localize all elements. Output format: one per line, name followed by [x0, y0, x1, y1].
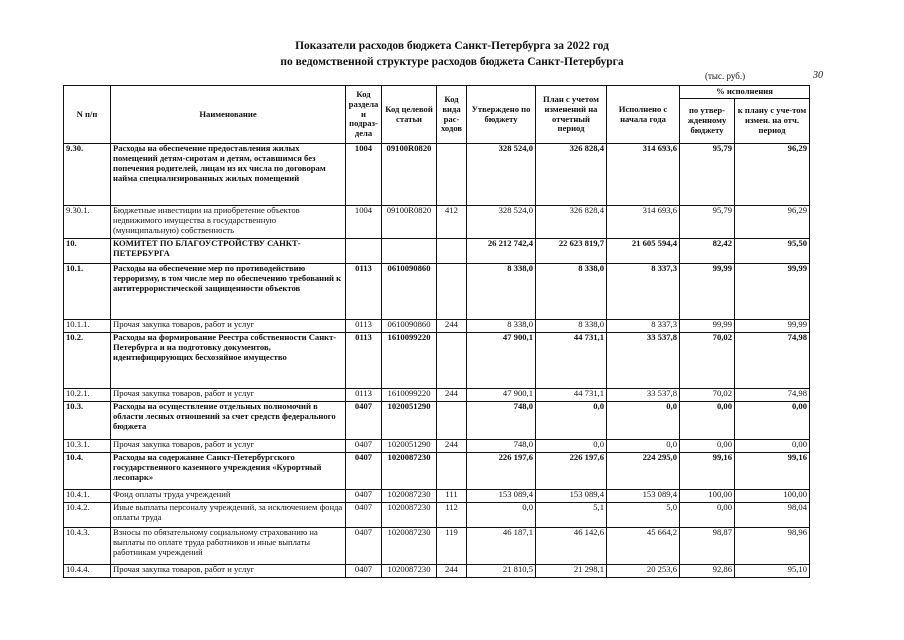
row-pct-plan: 98,96 — [735, 528, 810, 565]
row-number: 10.3.1. — [64, 440, 111, 453]
row-cel: 0610090860 — [382, 264, 437, 320]
table-row — [64, 144, 810, 206]
row-razdel — [346, 239, 382, 264]
row-cel: 1020087230 — [382, 453, 437, 490]
row-pct-approved: 95,79 — [680, 206, 735, 239]
row-vid — [437, 239, 467, 264]
header-pct-utv: по утвер-жденному бюджету — [680, 99, 735, 144]
row-executed: 314 693,6 — [607, 206, 680, 239]
row-plan: 0,0 — [536, 440, 607, 453]
header-pct-group: % исполнения — [680, 86, 810, 99]
row-pct-approved: 0,00 — [680, 402, 735, 440]
row-pct-approved: 95,79 — [680, 144, 735, 206]
row-executed: 21 605 594,4 — [607, 239, 680, 264]
report-title-line1: Показатели расходов бюджета Санкт-Петербурга за 2022 год — [295, 40, 609, 52]
budget-table — [63, 85, 810, 578]
table-row — [64, 528, 810, 565]
header-pct-plan: к плану с уче-том измен. на отч. период — [735, 99, 810, 144]
row-executed: 33 537,8 — [607, 389, 680, 402]
page-number: 30 — [813, 70, 823, 81]
row-approved: 21 810,5 — [467, 565, 536, 578]
table-row — [64, 490, 810, 503]
row-number: 10.4. — [64, 453, 111, 490]
row-vid — [437, 264, 467, 320]
row-name: Расходы на осуществление отдельных полномочий в области лесных отношений за счет средств федерального бюджета — [111, 402, 346, 440]
row-vid: 244 — [437, 565, 467, 578]
row-number: 9.30.1. — [64, 206, 111, 239]
row-cel: 1020087230 — [382, 565, 437, 578]
row-pct-approved: 70,02 — [680, 333, 735, 389]
row-executed: 0,0 — [607, 402, 680, 440]
row-vid: 112 — [437, 503, 467, 528]
table-row — [64, 565, 810, 578]
row-cel: 1020087230 — [382, 528, 437, 565]
row-razdel: 0407 — [346, 440, 382, 453]
row-pct-plan: 99,99 — [735, 264, 810, 320]
row-vid: 111 — [437, 490, 467, 503]
row-number: 10.2.1. — [64, 389, 111, 402]
row-name: Прочая закупка товаров, работ и услуг — [111, 565, 346, 578]
row-plan: 8 338,0 — [536, 264, 607, 320]
header-cel: Код целевой статьи — [382, 86, 437, 144]
row-plan: 8 338,0 — [536, 320, 607, 333]
row-name: Расходы на обеспечение предоставления жилых помещений детям-сиротам и детям, оставшимся без попечения родителей, лицам из их числа по договорам найма специализированных жилых помещений — [111, 144, 346, 206]
table-row — [64, 453, 810, 490]
row-approved: 0,0 — [467, 503, 536, 528]
row-plan: 44 731,1 — [536, 333, 607, 389]
table-row — [64, 264, 810, 320]
row-pct-approved: 99,16 — [680, 453, 735, 490]
row-pct-plan: 96,29 — [735, 206, 810, 239]
row-approved: 8 338,0 — [467, 264, 536, 320]
row-number: 10.2. — [64, 333, 111, 389]
row-razdel: 0407 — [346, 565, 382, 578]
row-plan: 326 828,4 — [536, 206, 607, 239]
table-row — [64, 402, 810, 440]
row-plan: 5,1 — [536, 503, 607, 528]
row-pct-approved: 70,02 — [680, 389, 735, 402]
row-approved: 8 338,0 — [467, 320, 536, 333]
row-pct-approved: 100,00 — [680, 490, 735, 503]
row-name: Расходы на содержание Санкт-Петербургского государственного казенного учреждения «Курортный лесопарк» — [111, 453, 346, 490]
row-pct-approved: 0,00 — [680, 440, 735, 453]
row-cel — [382, 239, 437, 264]
row-vid: 412 — [437, 206, 467, 239]
row-cel: 1610099220 — [382, 333, 437, 389]
row-name: Расходы на обеспечение мер по противодействию терроризму, в том числе мер по обеспечению требований к антитеррористической защищенности объектов — [111, 264, 346, 320]
row-pct-approved: 92,86 — [680, 565, 735, 578]
row-vid: 244 — [437, 320, 467, 333]
row-number: 10.4.4. — [64, 565, 111, 578]
row-vid — [437, 144, 467, 206]
header-vid: Код вида рас-ходов — [437, 86, 467, 144]
row-cel: 1020087230 — [382, 490, 437, 503]
row-approved: 226 197,6 — [467, 453, 536, 490]
row-cel: 09100R0820 — [382, 206, 437, 239]
row-plan: 21 298,1 — [536, 565, 607, 578]
row-pct-approved: 0,00 — [680, 503, 735, 528]
row-pct-plan: 0,00 — [735, 440, 810, 453]
row-cel: 1020087230 — [382, 503, 437, 528]
row-plan: 44 731,1 — [536, 389, 607, 402]
row-executed: 33 537,8 — [607, 333, 680, 389]
row-approved: 46 187,1 — [467, 528, 536, 565]
table-row — [64, 206, 810, 239]
row-plan: 153 089,4 — [536, 490, 607, 503]
row-pct-approved: 98,87 — [680, 528, 735, 565]
row-plan: 226 197,6 — [536, 453, 607, 490]
row-pct-plan: 95,10 — [735, 565, 810, 578]
row-vid — [437, 333, 467, 389]
row-approved: 328 524,0 — [467, 144, 536, 206]
row-pct-plan: 98,04 — [735, 503, 810, 528]
row-number: 10. — [64, 239, 111, 264]
row-plan: 326 828,4 — [536, 144, 607, 206]
row-razdel: 0113 — [346, 389, 382, 402]
table-row — [64, 503, 810, 528]
row-name: КОМИТЕТ ПО БЛАГОУСТРОЙСТВУ САНКТ-ПЕТЕРБУРГА — [111, 239, 346, 264]
row-number: 10.4.2. — [64, 503, 111, 528]
row-executed: 20 253,6 — [607, 565, 680, 578]
row-vid: 244 — [437, 389, 467, 402]
row-approved: 328 524,0 — [467, 206, 536, 239]
row-number: 10.1. — [64, 264, 111, 320]
row-razdel: 0113 — [346, 320, 382, 333]
row-pct-plan: 96,29 — [735, 144, 810, 206]
row-pct-approved: 82,42 — [680, 239, 735, 264]
row-razdel: 0407 — [346, 528, 382, 565]
row-executed: 45 664,2 — [607, 528, 680, 565]
row-name: Расходы на формирование Реестра собственности Санкт-Петербурга и на подготовку документов, идентифицирующих бесхозяйное имущество — [111, 333, 346, 389]
header-isp: Исполнено с начала года — [607, 86, 680, 144]
table-row — [64, 333, 810, 389]
row-razdel: 1004 — [346, 144, 382, 206]
row-approved: 47 900,1 — [467, 333, 536, 389]
row-pct-approved: 99,99 — [680, 320, 735, 333]
row-pct-plan: 100,00 — [735, 490, 810, 503]
row-pct-plan: 74,98 — [735, 389, 810, 402]
row-plan: 0,0 — [536, 402, 607, 440]
row-cel: 1020051290 — [382, 440, 437, 453]
header-num: N п/п — [64, 86, 111, 144]
row-approved: 153 089,4 — [467, 490, 536, 503]
report-title-line2: по ведомственной структуре расходов бюджета Санкт-Петербурга — [280, 56, 624, 68]
row-plan: 22 623 819,7 — [536, 239, 607, 264]
row-name: Прочая закупка товаров, работ и услуг — [111, 320, 346, 333]
row-razdel: 1004 — [346, 206, 382, 239]
table-body — [64, 144, 810, 578]
row-cel: 1610099220 — [382, 389, 437, 402]
row-approved: 748,0 — [467, 402, 536, 440]
row-executed: 0,0 — [607, 440, 680, 453]
row-number: 10.4.3. — [64, 528, 111, 565]
row-executed: 314 693,6 — [607, 144, 680, 206]
row-name: Бюджетные инвестиции на приобретение объектов недвижимого имущества в государственную (муниципальную) собственность — [111, 206, 346, 239]
table-row — [64, 239, 810, 264]
row-pct-plan: 99,16 — [735, 453, 810, 490]
header-name: Наименование — [111, 86, 346, 144]
row-pct-approved: 99,99 — [680, 264, 735, 320]
row-number: 10.1.1. — [64, 320, 111, 333]
row-vid — [437, 402, 467, 440]
row-executed: 224 295,0 — [607, 453, 680, 490]
table-row — [64, 320, 810, 333]
row-number: 10.3. — [64, 402, 111, 440]
row-cel: 1020051290 — [382, 402, 437, 440]
row-executed: 5,0 — [607, 503, 680, 528]
row-pct-plan: 0,00 — [735, 402, 810, 440]
table-row — [64, 389, 810, 402]
row-pct-plan: 95,50 — [735, 239, 810, 264]
row-pct-plan: 99,99 — [735, 320, 810, 333]
row-razdel: 0407 — [346, 402, 382, 440]
row-executed: 8 337,3 — [607, 320, 680, 333]
row-razdel: 0407 — [346, 490, 382, 503]
row-cel: 09100R0820 — [382, 144, 437, 206]
row-razdel: 0113 — [346, 333, 382, 389]
row-number: 10.4.1. — [64, 490, 111, 503]
row-razdel: 0407 — [346, 503, 382, 528]
row-plan: 46 142,6 — [536, 528, 607, 565]
row-pct-plan: 74,98 — [735, 333, 810, 389]
header-utv: Утверждено по бюджету — [467, 86, 536, 144]
table-row — [64, 440, 810, 453]
row-vid: 244 — [437, 440, 467, 453]
row-name: Прочая закупка товаров, работ и услуг — [111, 389, 346, 402]
header-razdel: Код раздела и подраз-дела — [346, 86, 382, 144]
row-executed: 153 089,4 — [607, 490, 680, 503]
row-approved: 748,0 — [467, 440, 536, 453]
row-vid: 119 — [437, 528, 467, 565]
row-razdel: 0113 — [346, 264, 382, 320]
units-label: (тыс. руб.) — [705, 71, 746, 81]
row-name: Взносы по обязательному социальному страхованию на выплаты по оплате труда работников и иные выплаты работникам учреждений — [111, 528, 346, 565]
row-approved: 26 212 742,4 — [467, 239, 536, 264]
row-name: Прочая закупка товаров, работ и услуг — [111, 440, 346, 453]
row-approved: 47 900,1 — [467, 389, 536, 402]
row-cel: 0610090860 — [382, 320, 437, 333]
row-name: Иные выплаты персоналу учреждений, за исключением фонда оплаты труда — [111, 503, 346, 528]
row-name: Фонд оплаты труда учреждений — [111, 490, 346, 503]
row-vid — [437, 453, 467, 490]
row-number: 9.30. — [64, 144, 111, 206]
row-razdel: 0407 — [346, 453, 382, 490]
row-executed: 8 337,3 — [607, 264, 680, 320]
header-plan: План с учетом изменений на отчетный период — [536, 86, 607, 144]
